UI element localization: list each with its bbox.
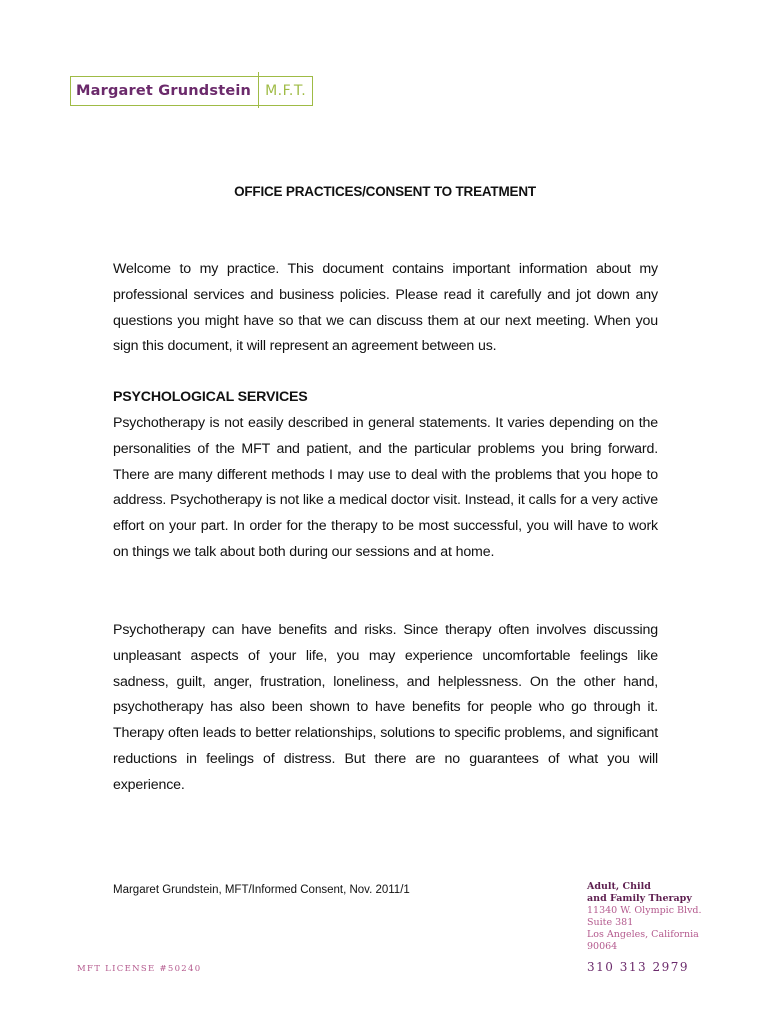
- section-heading: PSYCHOLOGICAL SERVICES: [113, 389, 308, 405]
- license-number: MFT LICENSE #50240: [77, 964, 202, 974]
- logo-credential: M.F.T.: [265, 83, 307, 99]
- address-zip: 90064: [587, 941, 618, 952]
- practice-address: [587, 881, 702, 953]
- address-city: Los Angeles, California: [587, 929, 699, 940]
- logo: [70, 76, 313, 106]
- logo-name: Margaret Grundstein: [76, 83, 252, 99]
- intro-paragraph: Welcome to my practice. This document contains important information about my professional services and business policies. Please read it carefully and jot down any questions you might have so that we can discuss them at our next meeting. When you sign this document, it will represent an agreement between us.: [113, 261, 658, 355]
- practice-line-2: and Family Therapy: [587, 893, 692, 904]
- services-paragraph-1: Psychotherapy is not easily described in general statements. It varies depending on the personalities of the MFT and patient, and the particular problems you bring forward. There are many different methods I may use to deal with the problems that you hope to address. Psychotherapy is not like a medical doctor visit. Instead, it calls for a very active effort on your part. In order for the therapy to be most successful, you will have to work on things we talk about both during our sessions and at home.: [113, 415, 658, 560]
- practice-line-1: Adult, Child: [587, 881, 651, 892]
- services-paragraph-2: Psychotherapy can have benefits and risks. Since therapy often involves discussing unpleasant aspects of your life, you may experience uncomfortable feelings like sadness, guilt, anger, frustration, loneliness, and helplessness. On the other hand, psychotherapy has also been shown to have benefits for people who go through it. Therapy often leads to better relationships, solutions to specific problems, and significant reductions in feelings of distress. But there are no guarantees of what you will experience.: [113, 622, 658, 793]
- address-street: 11340 W. Olympic Blvd.: [587, 905, 702, 916]
- address-suite: Suite 381: [587, 917, 634, 928]
- phone-number: 310 313 2979: [587, 960, 689, 974]
- document-title: OFFICE PRACTICES/CONSENT TO TREATMENT: [234, 184, 536, 199]
- footer-reference: Margaret Grundstein, MFT/Informed Consent, Nov. 2011/1: [113, 884, 410, 896]
